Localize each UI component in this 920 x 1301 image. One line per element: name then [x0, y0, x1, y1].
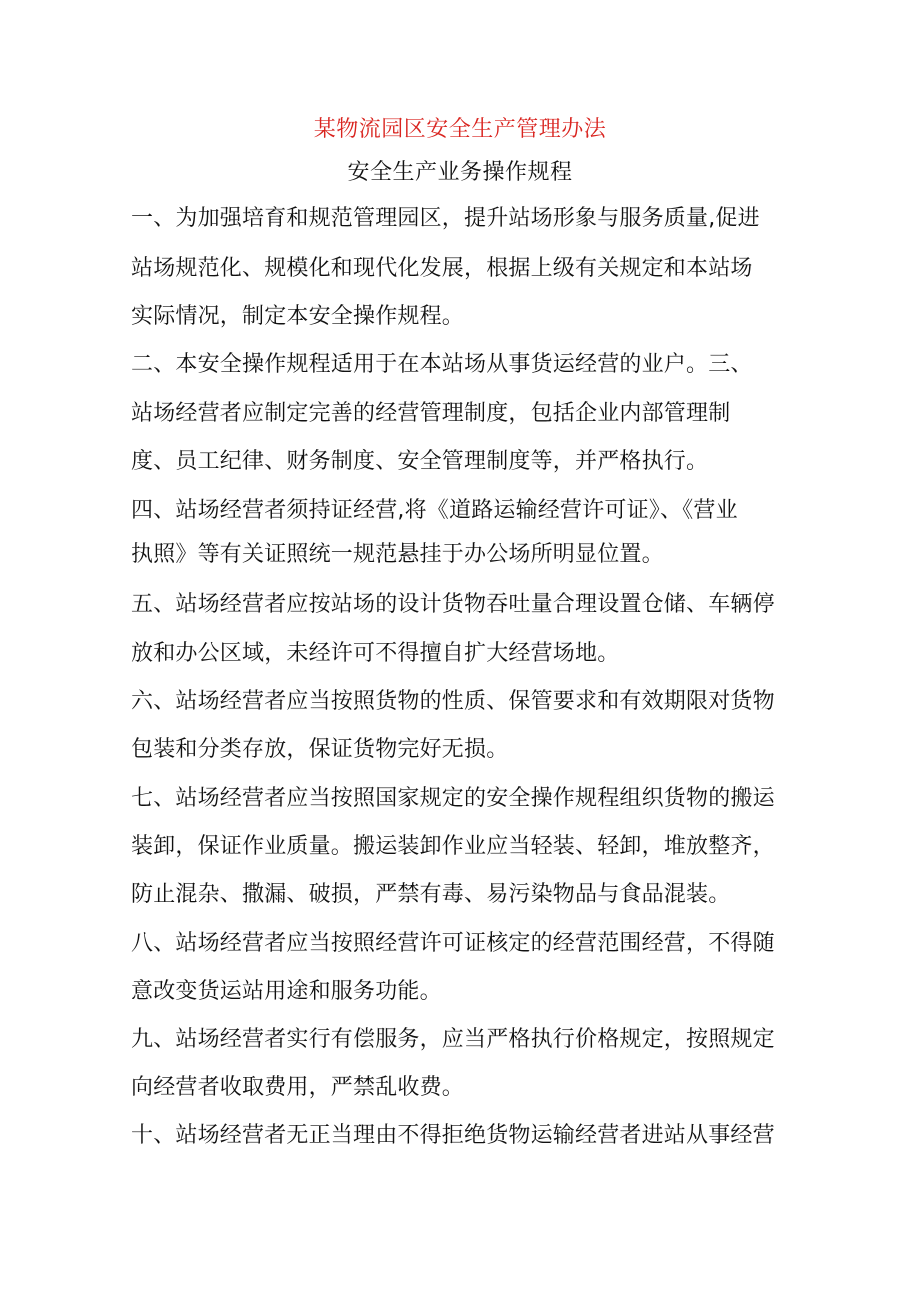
body-line: 包装和分类存放，保证货物完好无损。 — [131, 737, 509, 762]
body-line: 六、站场经营者应当按照货物的性质、保管要求和有效期限对货物 — [131, 689, 775, 714]
body-line: 执照》等有关证照统一规范悬挂于办公场所明显位置。 — [131, 542, 664, 567]
body-line: 放和办公区域，未经许可不得擅自扩大经营场地。 — [131, 641, 620, 666]
document-subtitle: 安全生产业务操作规程 — [347, 160, 573, 185]
body-line: 二、本安全操作规程适用于在本站场从事货运经营的业户。三、 — [131, 352, 753, 377]
body-line: 向经营者收取费用，严禁乱收费。 — [131, 1075, 465, 1100]
body-line: 七、站场经营者应当按照国家规定的安全操作规程组织货物的搬运 — [131, 786, 775, 811]
body-line: 站场经营者应制定完善的经营管理制度，包括企业内部管理制 — [131, 401, 731, 426]
body-line: 九、站场经营者实行有偿服务，应当严格执行价格规定，按照规定 — [131, 1027, 775, 1052]
body-line: 五、站场经营者应按站场的设计货物吞吐量合理设置仓储、车辆停 — [131, 592, 775, 617]
body-line: 度、员工纪律、财务制度、安全管理制度等，并严格执行。 — [131, 449, 709, 474]
document-title: 某物流园区安全生产管理办法 — [313, 117, 607, 142]
body-line: 装卸，保证作业质量。搬运装卸作业应当轻装、轻卸，堆放整齐， — [131, 834, 775, 859]
body-line: 四、站场经营者须持证经营,将《道路运输经营许可证》、《营业 — [131, 498, 738, 523]
body-line: 站场规范化、规模化和现代化发展，根据上级有关规定和本站场 — [131, 256, 753, 281]
body-line: 一、为加强培育和规范管理园区，提升站场形象与服务质量,促进 — [131, 206, 760, 231]
body-line: 防止混杂、撒漏、破损，严禁有毒、易污染物品与食品混装。 — [131, 882, 731, 907]
body-line: 实际情况，制定本安全操作规程。 — [131, 304, 465, 329]
body-line: 十、站场经营者无正当理由不得拒绝货物运输经营者进站从事经营 — [131, 1123, 775, 1148]
body-line: 意改变货运站用途和服务功能。 — [131, 979, 442, 1004]
body-line: 八、站场经营者应当按照经营许可证核定的经营范围经营，不得随 — [131, 931, 775, 956]
